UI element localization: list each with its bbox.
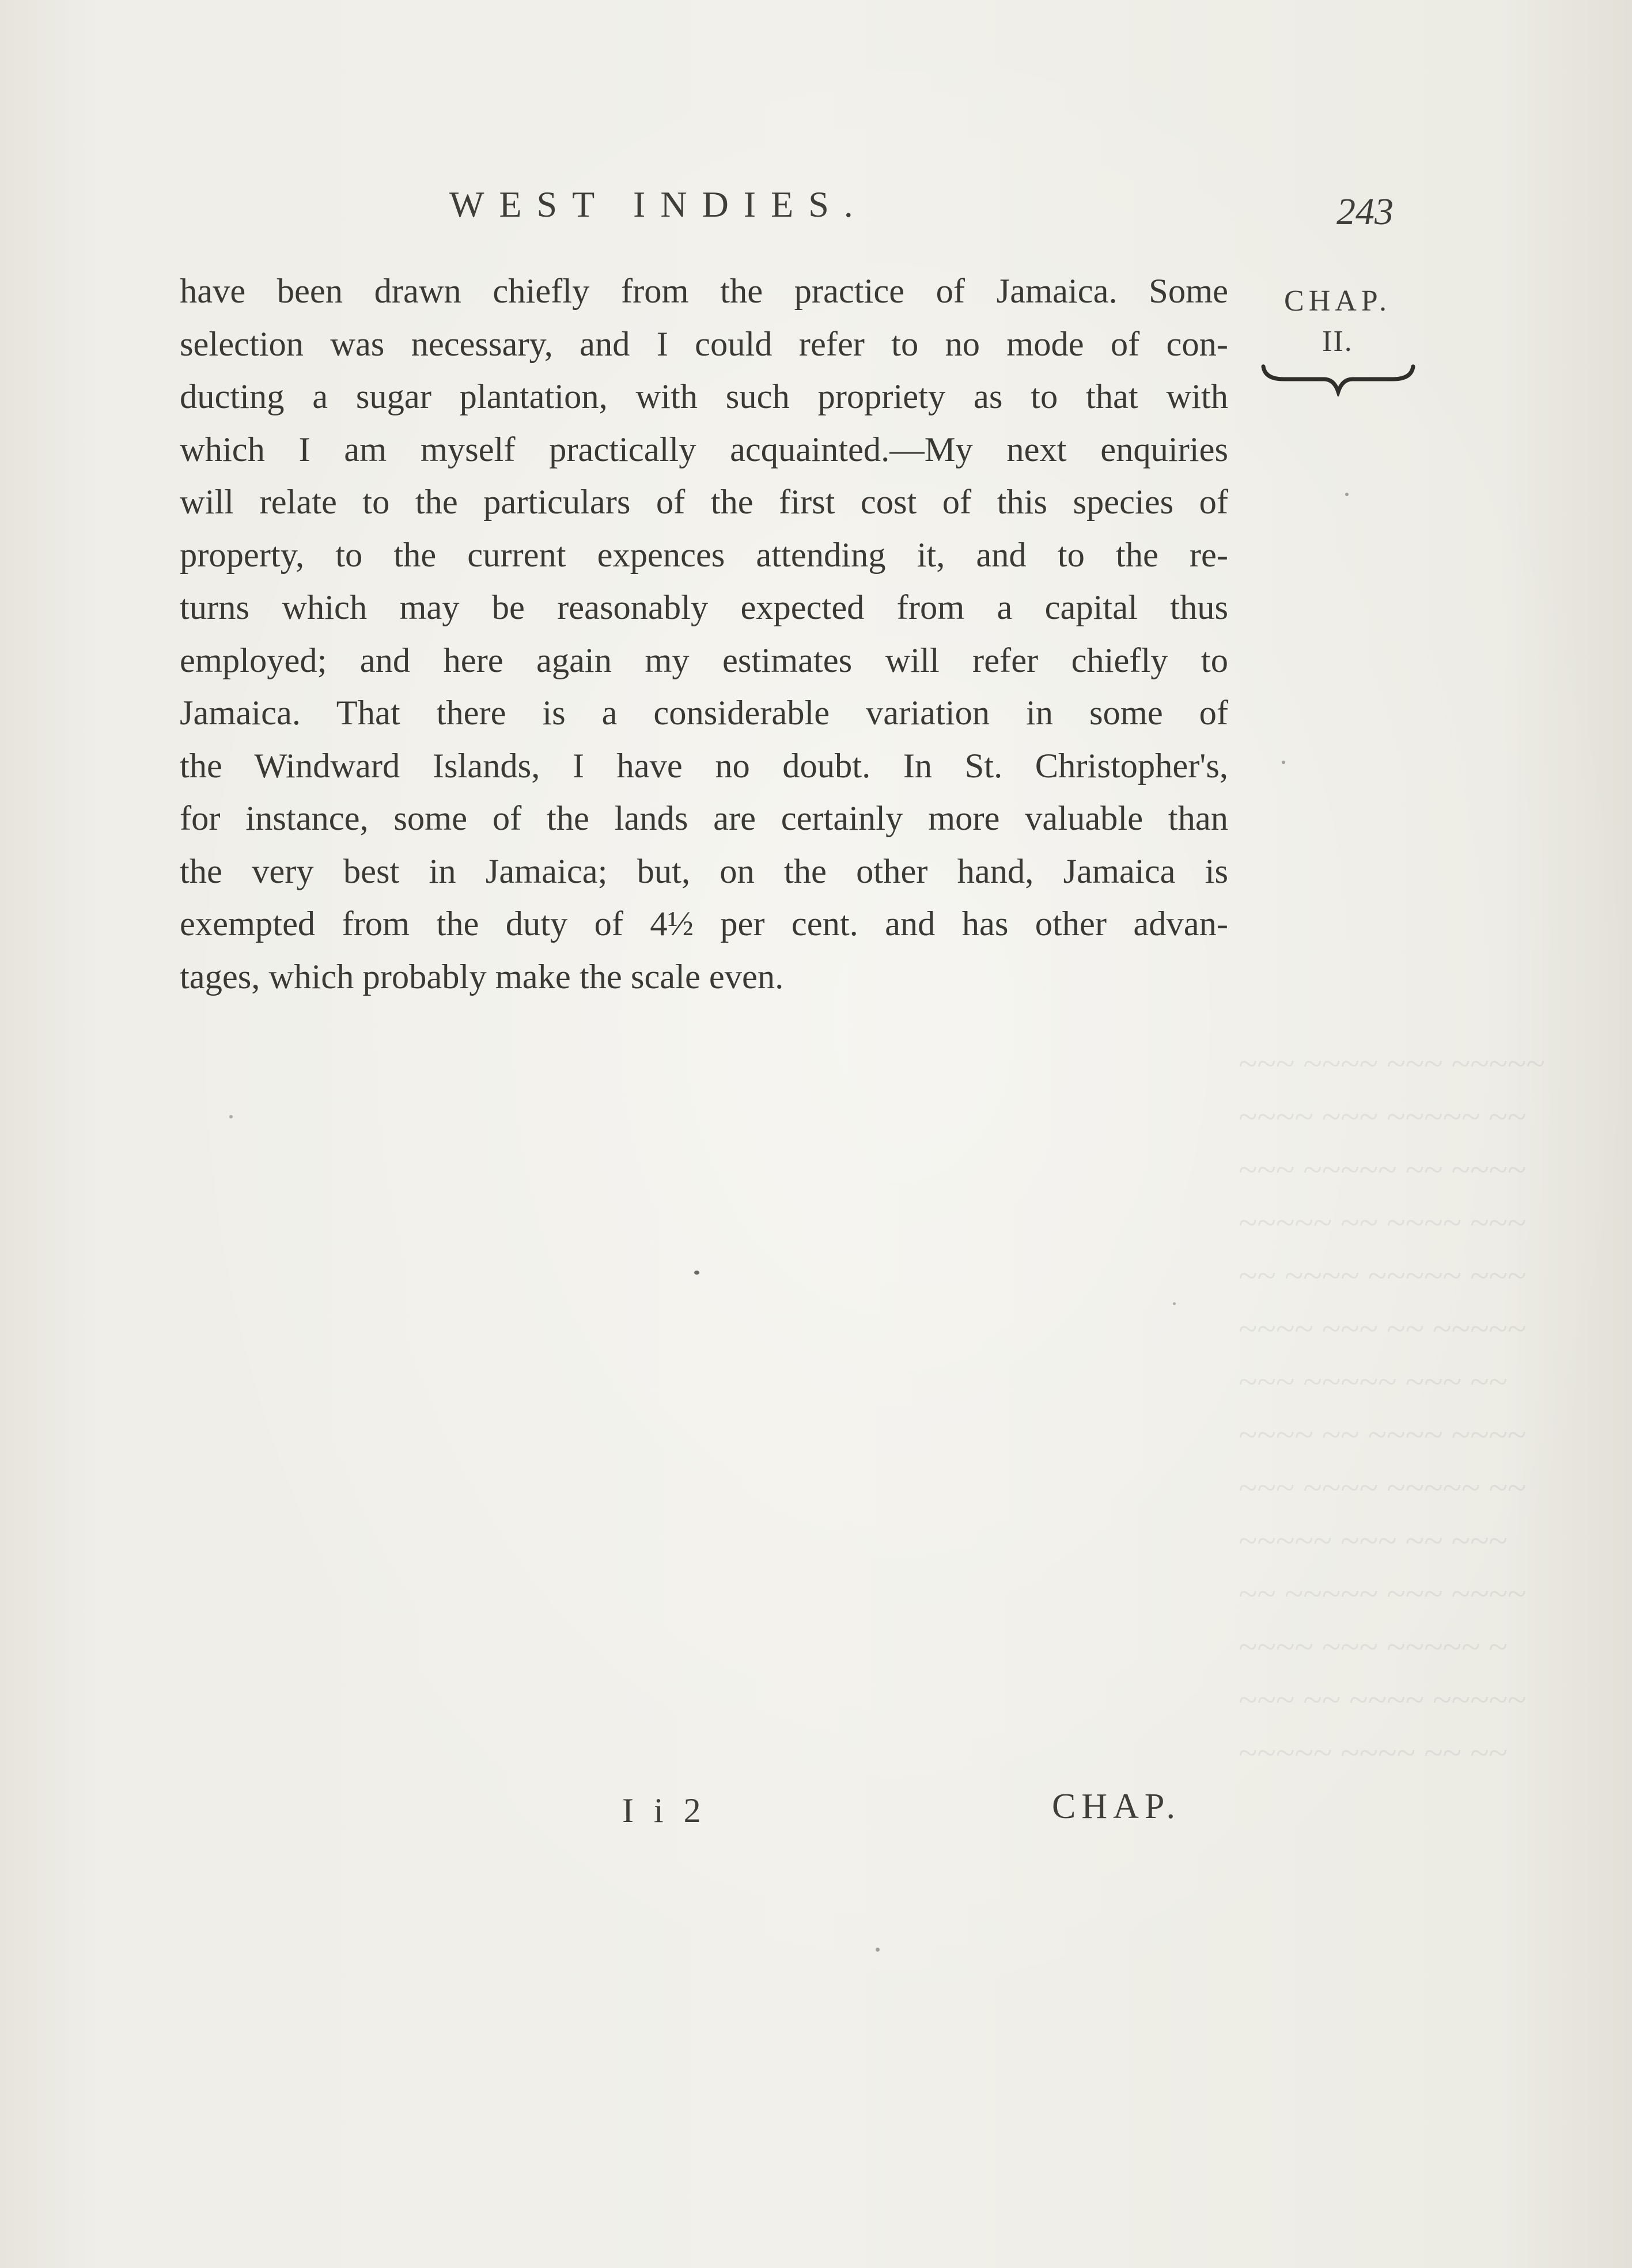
text-line: Jamaica. That there is a considerable variation in some of [180, 694, 1228, 732]
marginal-chapter-note [1263, 281, 1413, 362]
text-line: tages, which probably make the scale even. [180, 957, 784, 996]
page-number: 243 [1336, 191, 1394, 233]
text-line: employed; and here again my estimates will refer chiefly to [180, 641, 1228, 680]
body-paragraph [180, 265, 1228, 1003]
text-line: turns which may be reasonably expected from a capital thus [180, 588, 1228, 627]
text-line: property, to the current expences attending it, and to the re- [180, 535, 1228, 574]
bleed-through-texture: ~~~ ~~~~ ~~~ ~~~~~ ~~~~ ~~~ ~~~~~ ~~ ~~~ ~~~~~ ~~ ~~~~ ~~~~~ ~~ ~~~~ ~~~ ~~ ~~~~ ~~~~~ ~~~ ~~~~ ~~~ ~~ ~~~~~ ~~~ ~~~~~ ~~~ ~~ ~~~~ ~~ ~~~~ ~~~~ ~~~ ~~~~ ~~~~~ ~~ ~~~~~ ~~~ ~~ ~~~ ~~ ~~~~~ ~~~ ~~~~ ~~~~ ~~~ ~~~~~ ~ ~~~ ~~ ~~~~ ~~~~~ ~~~~~ ~~~~ ~~ ~~ [1239, 1045, 1545, 1772]
signature-mark: I i 2 [622, 1791, 707, 1829]
paper-speck [694, 1271, 699, 1275]
text-line: will relate to the particulars of the first cost of this species of [180, 483, 1228, 521]
paper-speck [1173, 1302, 1176, 1305]
marginal-chap-number: II. [1322, 325, 1353, 358]
curly-brace-icon [1260, 362, 1416, 396]
text-line: exempted from the duty of 4½ per cent. and has other advan- [180, 905, 1228, 943]
paper-speck [1345, 493, 1349, 496]
text-line: which I am myself practically acquainted.—My next enquiries [180, 430, 1228, 469]
text-line: selection was necessary, and I could refer to no mode of con- [180, 324, 1228, 364]
marginal-chap-label: CHAP. [1284, 285, 1391, 317]
text-line: have been drawn chiefly from the practice of Jamaica. Some [180, 272, 1228, 311]
text-line: the very best in Jamaica; but, on the other hand, Jamaica is [180, 852, 1228, 891]
running-head: WEST INDIES. [449, 184, 868, 225]
paper-speck [1282, 761, 1285, 764]
catchword: CHAP. [1052, 1787, 1182, 1826]
text-line: ducting a sugar plantation, with such propriety as to that with [180, 377, 1228, 416]
paper-speck [876, 1948, 880, 1952]
paper-speck [229, 1115, 233, 1118]
text-line: for instance, some of the lands are certainly more valuable than [180, 799, 1228, 838]
text-line: the Windward Islands, I have no doubt. In St. Christopher's, [180, 746, 1228, 785]
